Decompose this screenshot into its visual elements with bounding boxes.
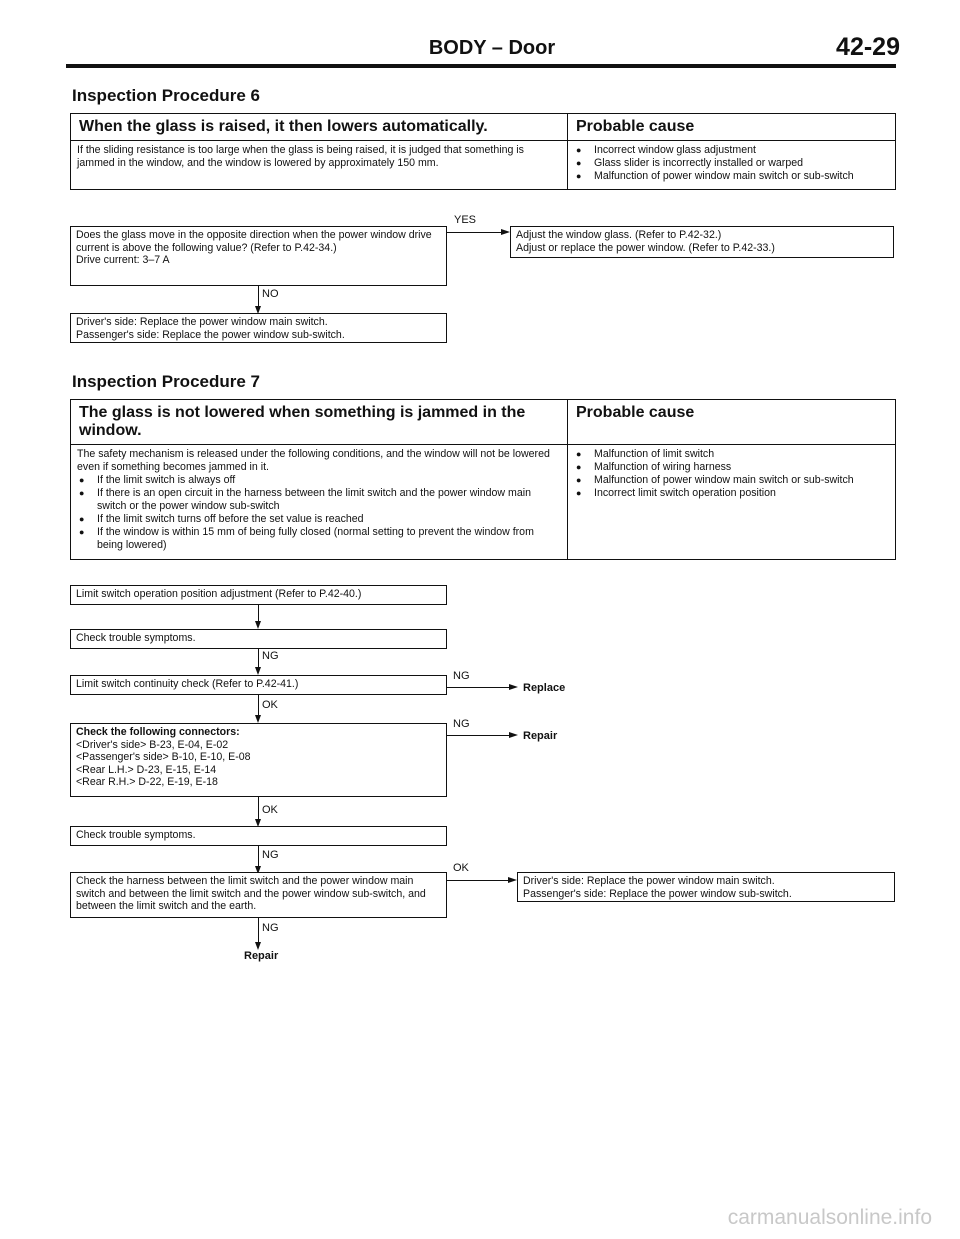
condition-item: ● If the limit switch turns off before the set value is reached	[77, 513, 561, 526]
procedure-7-title: Inspection Procedure 7	[72, 372, 260, 391]
section-title: BODY – Door	[428, 37, 556, 59]
ng-label: NG	[453, 718, 470, 730]
ng-label: NG	[262, 849, 279, 861]
yes-arrow-line	[447, 232, 503, 233]
ng-arrow-head	[509, 684, 518, 690]
yes-label: YES	[454, 214, 477, 226]
cause-item: ● Malfunction of power window main switch or sub-switch	[574, 474, 889, 487]
limit-switch-continuity-box: Limit switch continuity check (Refer to P.42-41.)	[70, 675, 447, 695]
symptom-description	[71, 445, 568, 560]
procedure-6-title: Inspection Procedure 6	[72, 86, 260, 105]
probable-cause-heading: Probable cause	[568, 400, 896, 445]
no-label: NO	[262, 288, 279, 300]
check-symptoms-box-2: Check trouble symptoms.	[70, 826, 447, 846]
connector-line: <Driver's side> B-23, E-04, E-02	[76, 738, 229, 751]
cause-item: ● Malfunction of wiring harness	[574, 461, 889, 474]
repair-result: Repair	[523, 730, 558, 742]
ng-label: NG	[262, 922, 279, 934]
ok-label: OK	[262, 804, 278, 816]
connector-line: <Rear L.H.> D-23, E-15, E-14	[76, 763, 217, 776]
condition-item: ● If the limit switch is always off	[77, 474, 561, 487]
ng-arrow-line	[447, 735, 511, 736]
condition-item: ● If the window is within 15 mm of being fully closed (normal setting to prevent the window from being lowered)	[77, 526, 561, 552]
header-rule	[66, 64, 896, 68]
ok-action-box	[517, 872, 895, 902]
question-text: Does the glass move in the opposite direction when the power window drive current is above the following value? (Refer to P.42-34.)	[76, 229, 432, 254]
cause-item: ● Incorrect limit switch operation position	[574, 487, 889, 500]
harness-check-box: Check the harness between the limit switch and the power window main switch and between the limit switch and the power window sub-switch, and between the limit switch and the earth.	[70, 872, 447, 918]
flow-arrow-head	[255, 942, 261, 950]
description-text: The safety mechanism is released under the following conditions, and the window will not be lowered even if something becomes jammed in it.	[77, 448, 550, 473]
connector-check-box	[70, 723, 447, 797]
probable-cause-heading: Probable cause	[568, 114, 896, 141]
flow-line	[258, 797, 259, 821]
replace-result: Replace	[523, 682, 566, 694]
ng-label: NG	[453, 670, 470, 682]
probable-cause-list	[568, 445, 896, 560]
check-symptoms-box-1: Check trouble symptoms.	[70, 629, 447, 649]
cause-item: ● Incorrect window glass adjustment	[574, 144, 889, 157]
drive-current-question-box	[70, 226, 447, 286]
probable-cause-list	[568, 141, 896, 190]
drive-current-text: Drive current: 3–7 A	[76, 254, 170, 267]
yes-action-box	[510, 226, 894, 258]
condition-item: ● If there is an open circuit in the harness between the limit switch and the power window main switch or the power window sub-switch	[77, 487, 561, 513]
ok-arrow-head	[508, 877, 517, 883]
flow-line	[258, 918, 259, 944]
no-action-box	[70, 313, 447, 343]
ok-action-line: Driver's side: Replace the power window main switch.	[523, 875, 775, 887]
watermark: carmanualsonline.info	[727, 1206, 932, 1229]
symptom-description: If the sliding resistance is too large when the glass is being raised, it is judged that something is jammed in the window, and the window is lowered by approximately 150 mm.	[71, 141, 568, 190]
no-action-line: Driver's side: Replace the power window main switch.	[76, 316, 328, 328]
flow-line	[258, 695, 259, 717]
flow-line	[258, 649, 259, 669]
repair-result-final: Repair	[244, 950, 279, 962]
procedure-6-table	[70, 113, 896, 190]
ok-arrow-line	[447, 880, 510, 881]
flow-arrow-head	[255, 667, 261, 675]
cause-item: ● Malfunction of limit switch	[574, 448, 889, 461]
symptom-heading: The glass is not lowered when something is jammed in the window.	[71, 400, 568, 445]
flow-arrow-head	[255, 715, 261, 723]
cause-item: ● Glass slider is incorrectly installed or warped	[574, 157, 889, 170]
flow-arrow-head	[255, 621, 261, 629]
procedure-7-table	[70, 399, 896, 560]
yes-action-line: Adjust the window glass. (Refer to P.42-32.)	[516, 229, 722, 241]
connector-line: <Rear R.H.> D-22, E-19, E-18	[76, 776, 218, 789]
ok-action-line: Passenger's side: Replace the power window sub-switch.	[523, 887, 792, 900]
ok-label: OK	[453, 862, 469, 874]
ng-label: NG	[262, 650, 279, 662]
connector-check-title: Check the following connectors:	[76, 726, 240, 738]
ng-arrow-line	[447, 687, 511, 688]
ng-arrow-head	[509, 732, 518, 738]
limit-switch-adjustment-box: Limit switch operation position adjustment (Refer to P.42-40.)	[70, 585, 447, 605]
yes-action-line: Adjust or replace the power window. (Refer to P.42-33.)	[516, 241, 775, 254]
flow-line	[258, 846, 259, 868]
yes-arrow-head	[501, 229, 510, 235]
no-action-line: Passenger's side: Replace the power window sub-switch.	[76, 328, 345, 341]
connector-line: <Passenger's side> B-10, E-10, E-08	[76, 751, 251, 764]
ok-label: OK	[262, 699, 278, 711]
no-arrow-line	[258, 286, 259, 308]
symptom-heading: When the glass is raised, it then lowers automatically.	[71, 114, 568, 141]
cause-item: ● Malfunction of power window main switch or sub-switch	[574, 170, 889, 183]
page-number: 42-29	[836, 33, 900, 61]
